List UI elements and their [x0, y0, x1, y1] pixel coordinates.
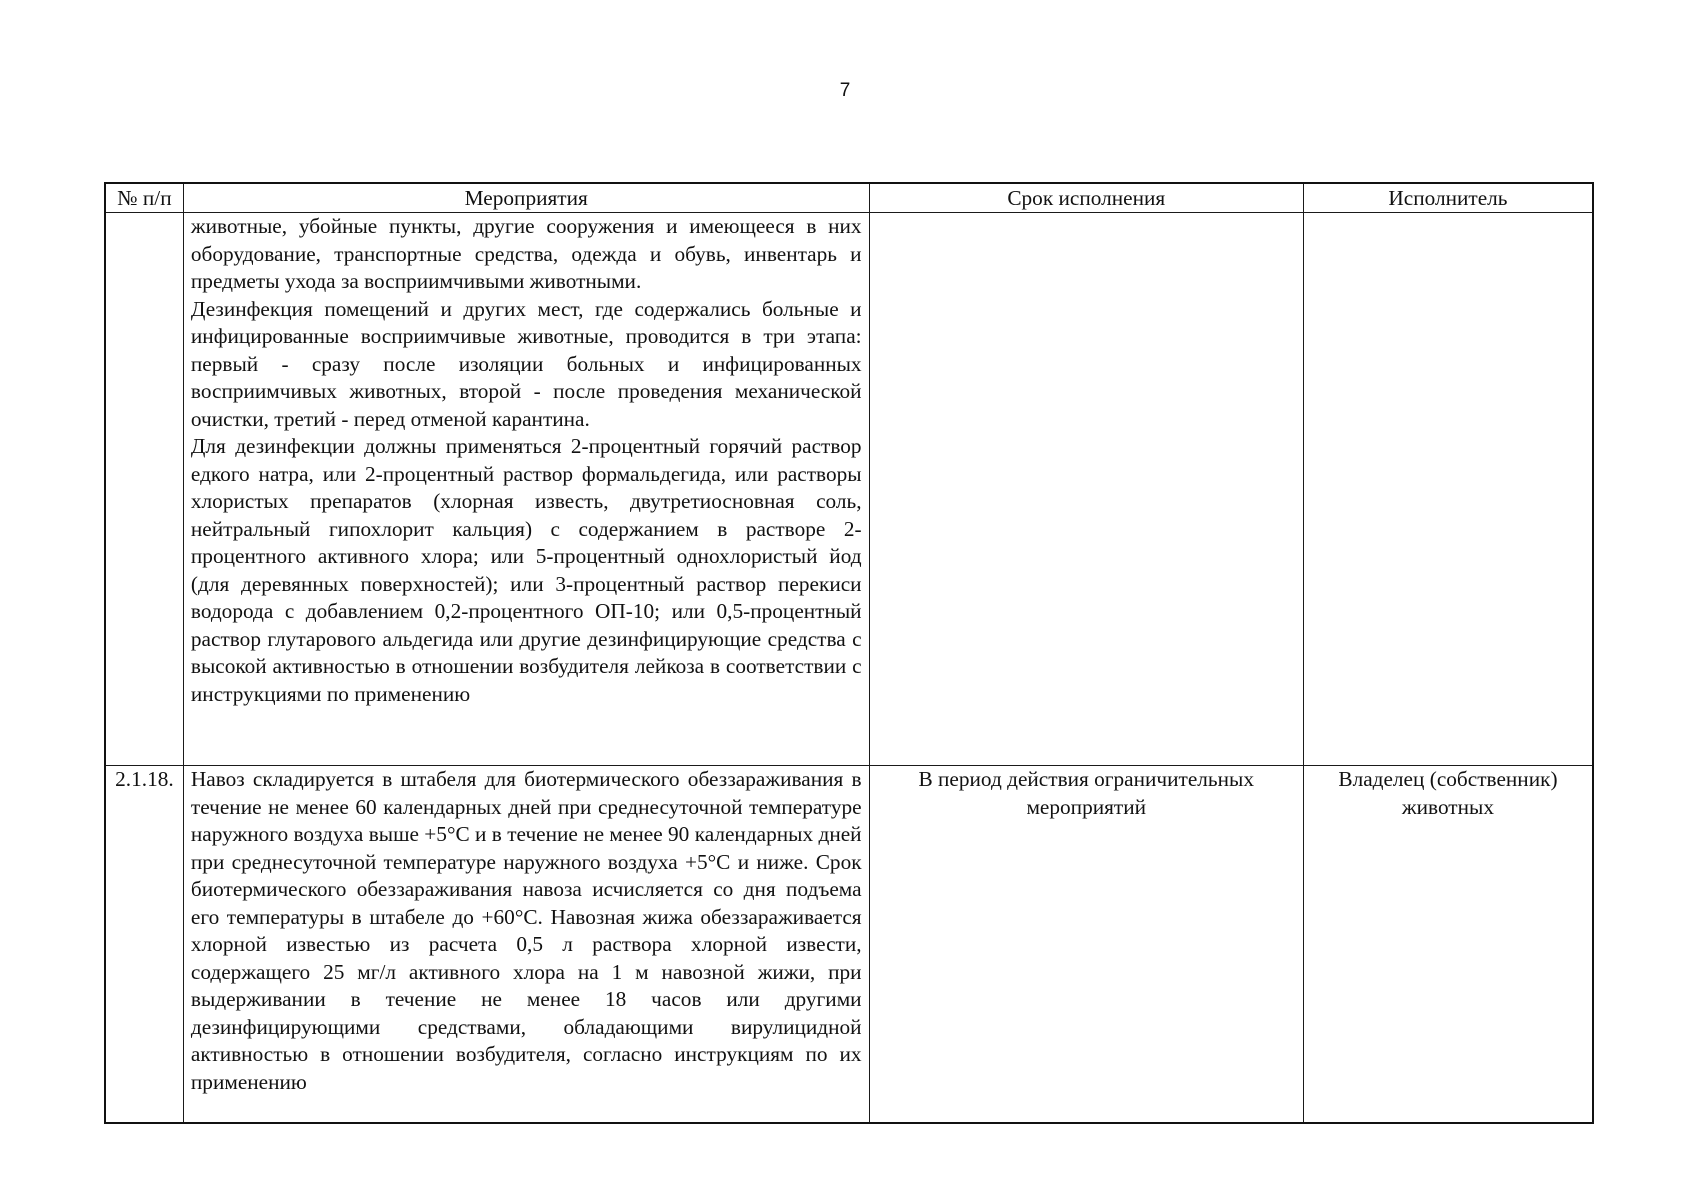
executor-cell: Владелец (собственник) животных	[1303, 766, 1593, 1124]
activity-paragraph: Для дезинфекции должны применяться 2-процентный горячий раствор едкого натра, или 2-процентный раствор формальдегида, или растворы хлористых препаратов (хлорная известь, двутретиосновная соль, нейтральный гипохлорит кальция) с содержанием в растворе 2-процентного активного хлора; или 5-процентный однохлористый йод (для деревянных поверхностей); или 3-процентный раствор перекиси водорода с добавлением 0,2-процентного ОП-10; или 0,5-процентный раствор глутарового альдегида или другие дезинфицирующие средства с высокой активностью в отношении возбудителя лейкоза в соответствии с инструкциями по применению	[190, 434, 862, 706]
term-cell: В период действия ограничительных мероприятий	[869, 766, 1303, 1124]
header-activities: Мероприятия	[183, 183, 869, 213]
table-header	[105, 183, 1593, 213]
activity-paragraph: животные, убойные пункты, другие сооружения и имеющееся в них оборудование, транспортные средства, одежда и обувь, инвентарь и предметы ухода за восприимчивыми животными.	[190, 214, 862, 293]
row-number: 2.1.18.	[105, 766, 183, 1124]
executor-cell	[1303, 213, 1593, 766]
page-number: 7	[839, 80, 851, 101]
activity-paragraph: Дезинфекция помещений и других мест, где содержались больные и инфицированные восприимчивые животные, проводится в три этапа: первый - сразу после изоляции больных и инфицированных восприимчивых животных, второй - после проведения механической очистки, третий - перед отменой карантина.	[190, 296, 862, 431]
activity-paragraph: Навоз складируется в штабеля для биотермического обеззараживания в течение не менее 60 календарных дней при среднесуточной температуре наружного воздуха выше +5°С и в течение не менее 90 календарных дней при среднесуточной температуре наружного воздуха +5°С и ниже. Срок биотермического обеззараживания навоза исчисляется со дня подъема его температуры в штабеле до +60°С. Навозная жижа обеззараживается хлорной известью из расчета 0,5 л раствора хлорной извести, содержащего 25 мг/л активного хлора на 1 м навозной жижи, при выдерживании в течение не менее 18 часов или другими дезинфицирующими средствами, обладающими вирулицидной активностью в отношении возбудителя, согласно инструкциям по их применению	[190, 767, 862, 1094]
measures-table	[104, 182, 1594, 1124]
header-executor: Исполнитель	[1303, 183, 1593, 213]
table-row	[105, 213, 1593, 766]
table-body	[105, 213, 1593, 1124]
term-cell	[869, 213, 1303, 766]
header-term: Срок исполнения	[869, 183, 1303, 213]
table-row	[105, 766, 1593, 1124]
header-num: № п/п	[105, 183, 183, 213]
activity-cell	[183, 766, 869, 1124]
row-number	[105, 213, 183, 766]
header-row	[105, 183, 1593, 213]
activity-cell	[183, 213, 869, 766]
